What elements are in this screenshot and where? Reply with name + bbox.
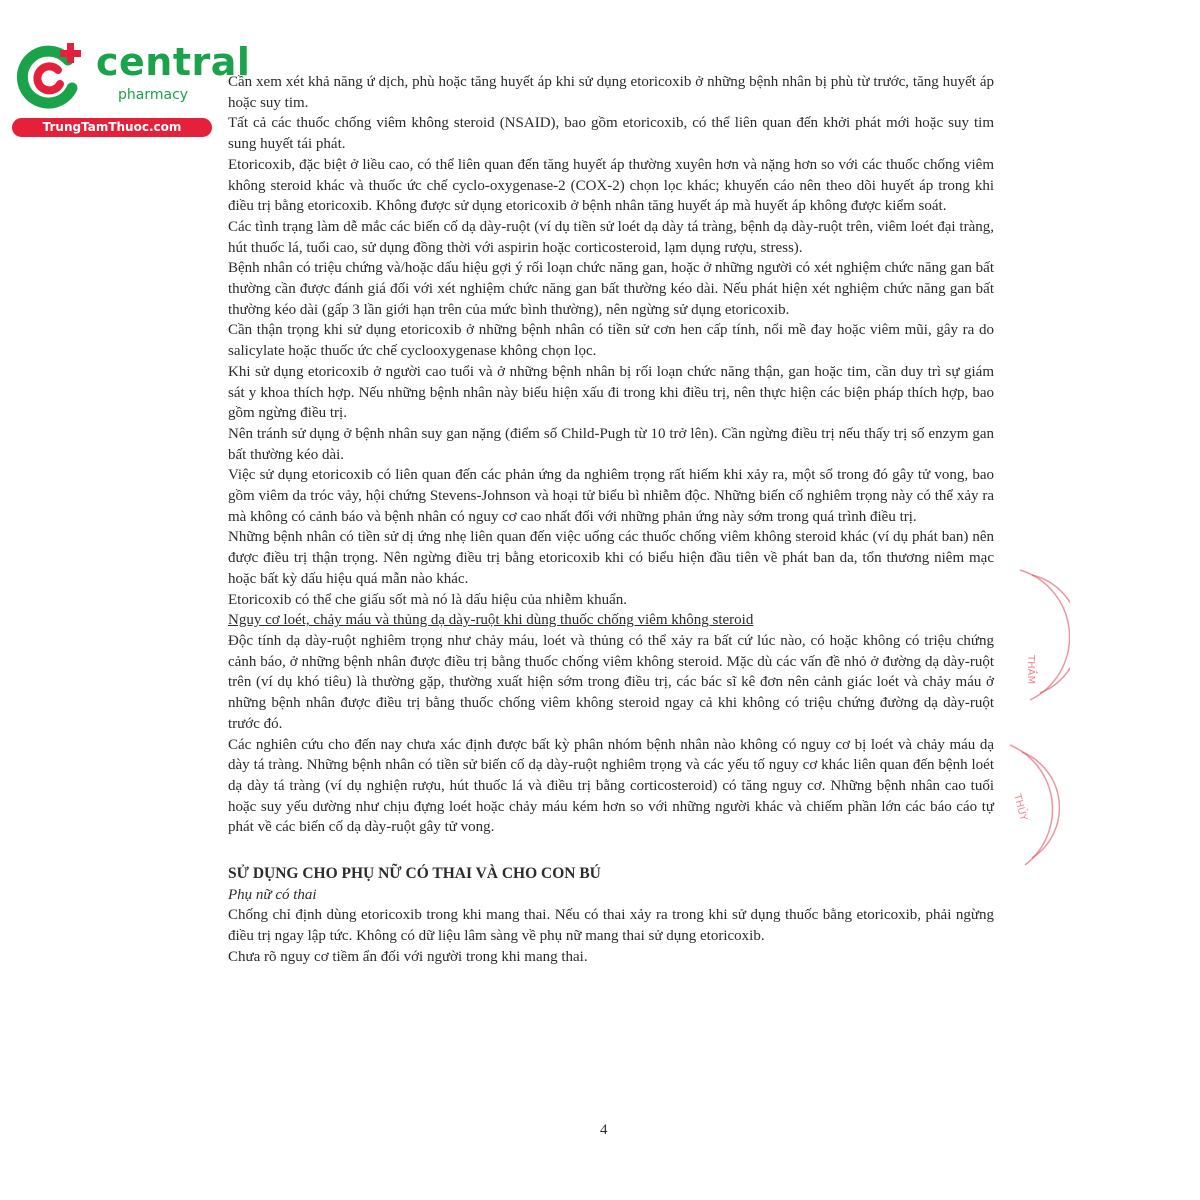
- subheading: Nguy cơ loét, chảy máu và thủng dạ dày-ruột khi dùng thuốc chống viêm không steroid: [228, 612, 754, 629]
- logo-subtitle: pharmacy: [118, 87, 189, 103]
- red-seal-stamp-icon: [1000, 740, 1060, 870]
- central-pharmacy-logo-icon: [12, 40, 86, 114]
- stamp-text: THỦY: [1011, 792, 1029, 822]
- page-number: 4: [600, 1122, 608, 1138]
- paragraph: Cần xem xét khả năng ứ dịch, phù hoặc tăng huyết áp khi sử dụng etoricoxib ở những bệnh nhân bị phù từ trước, tăng huyết áp hoặc suy tim.: [228, 74, 994, 111]
- paragraph: Etoricoxib, đặc biệt ở liều cao, có thể liên quan đến tăng huyết áp thường xuyên hơn và nặng hơn so với các thuốc chống viêm không steroid khác và thuốc ức chế cyclo-oxygenase-2 (COX-2) chọn lọc khác; khuyến cáo nên theo dõi huyết áp trong khi điều trị bằng etoricoxib. Không được sử dụng etoricoxib ở bệnh nhân tăng huyết áp mà huyết áp không được kiểm soát.: [228, 156, 994, 215]
- paragraph: Việc sử dụng etoricoxib có liên quan đến các phản ứng da nghiêm trọng rất hiếm khi xảy ra, một số trong đó gây tử vong, bao gồm viêm da tróc vảy, hội chứng Stevens-Johnson và hoại tử biểu bì nhiễm độc. Những biến cố nghiêm trọng này có thể xảy ra mà không có cảnh báo và bệnh nhân có nguy cơ cao nhất đối với những phản ứng này sớm trong quá trình điều trị.: [228, 467, 994, 525]
- stamp-text: THẮM: [1025, 655, 1036, 685]
- section-subtitle: Phụ nữ có thai: [228, 886, 317, 903]
- paragraph: Khi sử dụng etoricoxib ở người cao tuổi và ở những bệnh nhân bị rối loạn chức năng thận, gan hoặc tim, cần duy trì sự giám sát y khoa thích hợp. Nếu những bệnh nhân này biểu hiện xấu đi trong khi điều trị, nên thực hiện các biện pháp thích hợp, bao gồm ngừng điều trị.: [228, 363, 994, 422]
- logo-name: central: [96, 40, 251, 84]
- logo-url-badge[interactable]: TrungTamThuoc.com: [12, 118, 212, 137]
- paragraph: Chưa rõ nguy cơ tiềm ẩn đối với người trong khi mang thai.: [228, 948, 588, 965]
- section-title: SỬ DỤNG CHO PHỤ NỮ CÓ THAI VÀ CHO CON BÚ: [228, 865, 601, 883]
- paragraph: Độc tính dạ dày-ruột nghiêm trọng như chảy máu, loét và thủng có thể xảy ra bất cứ lúc nào, có hoặc không có triệu chứng cảnh báo, ở những bệnh nhân được điều trị bằng thuốc chống viêm không steroid. Mặc dù các vấn đề nhỏ ở đường dạ dày-ruột trên (ví dụ khó tiêu) là thường gặp, thường xuất hiện sớm trong điều trị, các bác sĩ kê đơn nên cảnh giác loét và chảy máu ở những bệnh nhân được điều trị bằng thuốc chống viêm không steroid ngay cả khi không có triệu chứng đường dạ dày-ruột trước đó.: [228, 632, 994, 732]
- paragraph: Chống chỉ định dùng etoricoxib trong khi mang thai. Nếu có thai xảy ra trong khi sử dụng thuốc bằng etoricoxib, phải ngừng điều trị ngay lập tức. Không có dữ liệu lâm sàng về phụ nữ mang thai sử dụng etoricoxib.: [228, 907, 994, 945]
- paragraph: Etoricoxib có thể che giấu sốt mà nó là dấu hiệu của nhiễm khuẩn.: [228, 591, 628, 608]
- paragraph: Bệnh nhân có triệu chứng và/hoặc dấu hiệu gợi ý rối loạn chức năng gan, hoặc ở những người có xét nghiệm chức năng gan bất thường cần được đánh giá đối với xét nghiệm chức năng gan bất thường kéo dài. Nếu phát hiện xét nghiệm chức năng gan bất thường kéo dài (gấp 3 lần giới hạn trên của mức bình thường), nên ngừng sử dụng etoricoxib.: [228, 260, 994, 318]
- red-seal-stamp-icon: [1010, 565, 1070, 705]
- paragraph: Nên tránh sử dụng ở bệnh nhân suy gan nặng (điểm số Child-Pugh từ 10 trở lên). Cần ngừng điều trị nếu thấy trị số enzym gan bất thường kéo dài.: [228, 425, 994, 463]
- paragraph: Cần thận trọng khi sử dụng etoricoxib ở những bệnh nhân có tiền sử cơn hen cấp tính, nổi mề đay hoặc viêm mũi, gây ra do salicylate hoặc thuốc ức chế cyclooxygenase không chọn lọc.: [228, 322, 994, 360]
- paragraph: Các tình trạng làm dễ mắc các biến cố dạ dày-ruột (ví dụ tiền sử loét dạ dày tá tràng, bệnh dạ dày-ruột trên, viêm loét đại tràng, hút thuốc lá, tuổi cao, sử dụng đồng thời với aspirin hoặc corticosteroid, lạm dụng rượu, stress).: [228, 218, 994, 256]
- pharmacy-logo: [10, 36, 251, 136]
- document-body: [228, 72, 994, 968]
- paragraph: Tất cả các thuốc chống viêm không steroid (NSAID), bao gồm etoricoxib, có thể liên quan đến khởi phát mới hoặc suy tim sung huyết tái phát.: [228, 115, 994, 153]
- paragraph: Các nghiên cứu cho đến nay chưa xác định được bất kỳ phân nhóm bệnh nhân nào không có nguy cơ bị loét và chảy máu dạ dày tá tràng. Những bệnh nhân có tiền sử biến cố dạ dày-ruột nghiêm trọng và các yếu tố nguy cơ khác liên quan đến bệnh loét dạ dày tá tràng (ví dụ nghiện rượu, hút thuốc lá và điều trị bằng corticosteroid) có tăng nguy cơ. Những bệnh nhân cao tuổi hoặc suy yếu dường như chịu đựng loét hoặc chảy máu kém hơn so với những người khác và chiếm phần lớn các báo cáo tự phát về các biến cố dạ dày-ruột gây tử vong.: [228, 736, 994, 836]
- paragraph: Những bệnh nhân có tiền sử dị ứng nhẹ liên quan đến việc uống các thuốc chống viêm không steroid khác (ví dụ phát ban) nên được điều trị thận trọng. Nên ngừng điều trị bằng etoricoxib khi có biểu hiện đầu tiên về phát ban da, tổn thương niêm mạc hoặc bất kỳ dấu hiệu quá mẫn nào khác.: [228, 529, 994, 587]
